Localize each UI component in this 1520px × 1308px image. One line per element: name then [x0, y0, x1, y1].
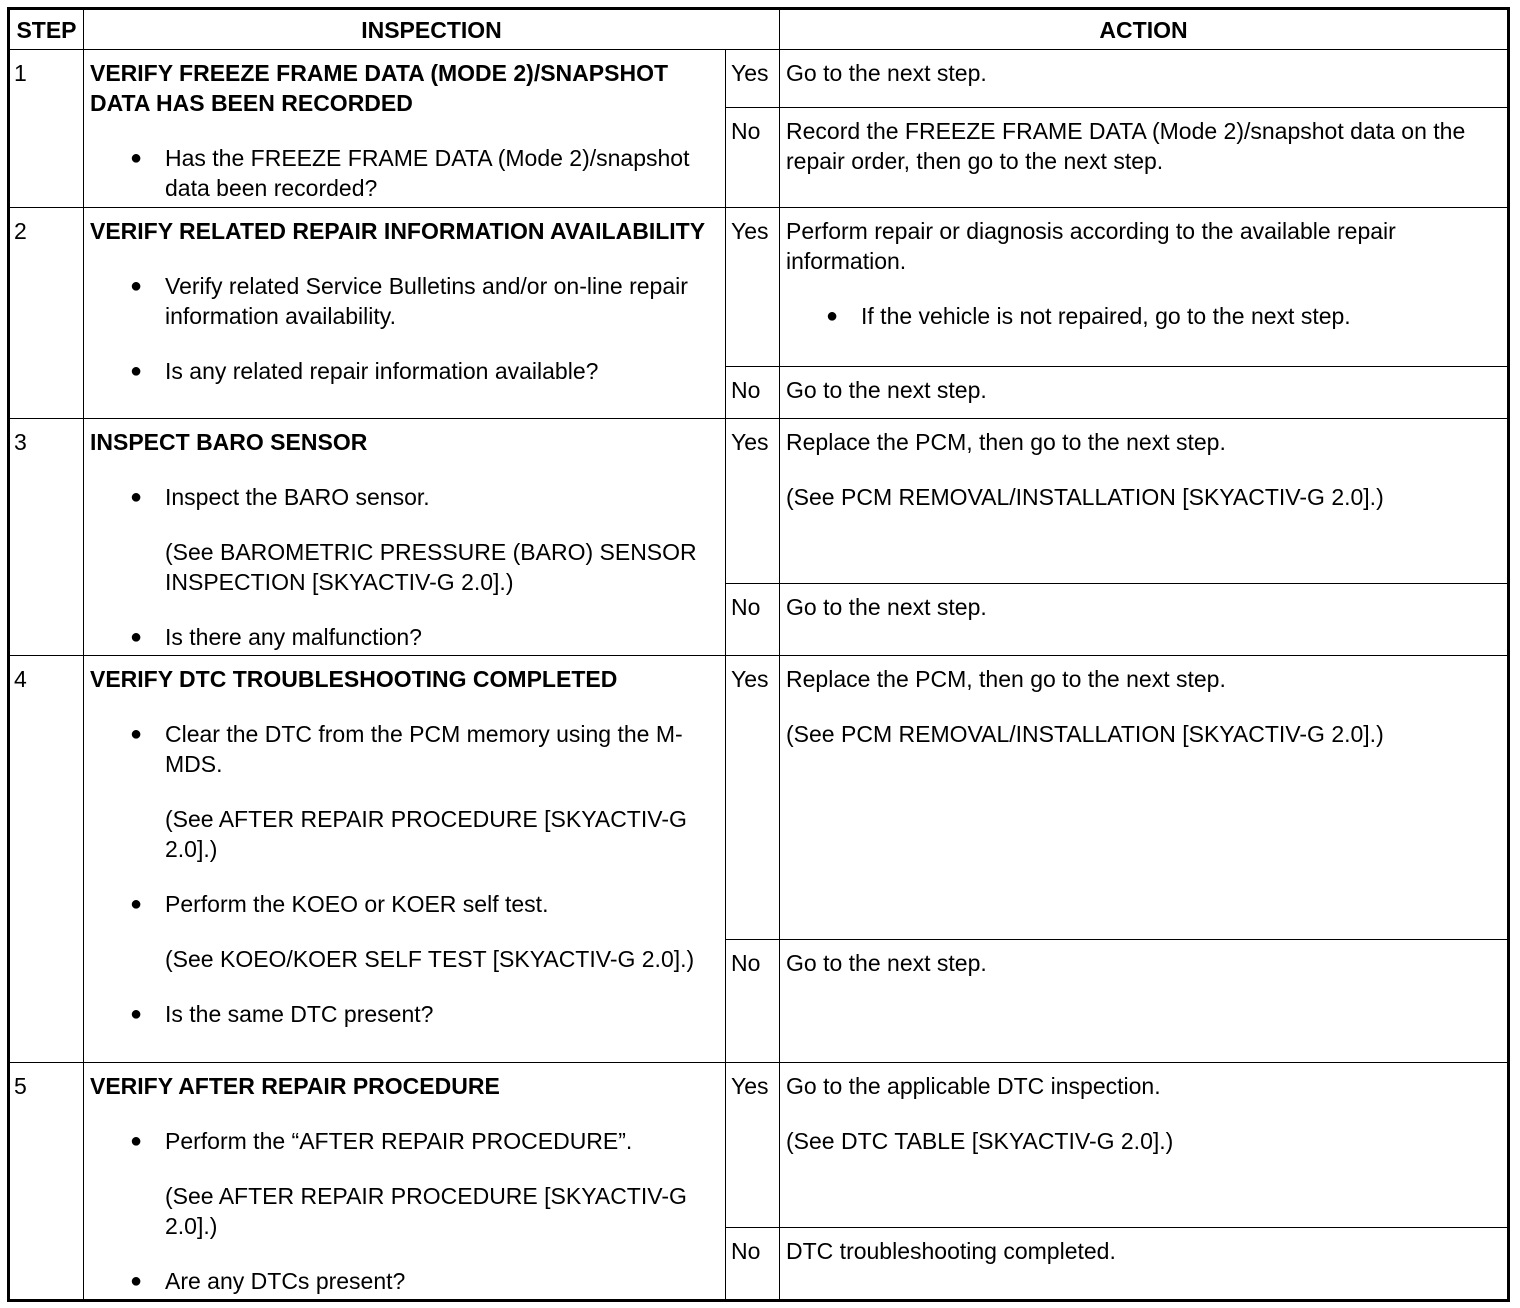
inspection-item: ● Clear the DTC from the PCM memory using the M-MDS.: [90, 719, 719, 779]
yes-action: [780, 419, 1509, 584]
table-row: [9, 50, 1509, 108]
inspection-reference: (See AFTER REPAIR PROCEDURE [SKYACTIV-G 2.0].): [165, 1183, 687, 1239]
header-step: STEP: [9, 9, 84, 50]
table-row: [9, 419, 1509, 584]
action-text: DTC troubleshooting completed.: [786, 1238, 1116, 1264]
inspection-item: ● Has the FREEZE FRAME DATA (Mode 2)/snapshot data been recorded?: [90, 143, 719, 203]
inspection-cell: [84, 419, 726, 656]
header-action: ACTION: [780, 9, 1509, 50]
inspection-item: ● Inspect the BARO sensor.: [90, 482, 719, 512]
step-number: 2: [9, 208, 84, 419]
header-row: [9, 9, 1509, 50]
step-number: 4: [9, 656, 84, 1063]
table-row: [9, 208, 1509, 367]
yes-action: [780, 1063, 1509, 1228]
inspection-title: VERIFY DTC TROUBLESHOOTING COMPLETED: [90, 666, 618, 692]
inspection-item: ● Is the same DTC present?: [90, 999, 719, 1029]
no-action: [780, 367, 1509, 419]
action-reference: (See PCM REMOVAL/INSTALLATION [SKYACTIV-G 2.0].): [786, 721, 1384, 747]
no-label: No: [726, 940, 780, 1063]
action-reference: (See DTC TABLE [SKYACTIV-G 2.0].): [786, 1128, 1174, 1154]
action-text: Replace the PCM, then go to the next step.: [786, 429, 1226, 455]
action-text: Go to the next step.: [786, 60, 987, 86]
table-row: [9, 1063, 1509, 1228]
action-text: Replace the PCM, then go to the next step.: [786, 666, 1226, 692]
header-inspection: INSPECTION: [84, 9, 780, 50]
inspection-title: VERIFY RELATED REPAIR INFORMATION AVAILABILITY: [90, 218, 706, 244]
inspection-reference: (See BAROMETRIC PRESSURE (BARO) SENSOR INSPECTION [SKYACTIV-G 2.0].): [165, 539, 697, 595]
action-item: ● If the vehicle is not repaired, go to the next step.: [786, 301, 1501, 331]
inspection-reference: (See KOEO/KOER SELF TEST [SKYACTIV-G 2.0].): [165, 946, 695, 972]
step-number: 5: [9, 1063, 84, 1301]
no-label: No: [726, 367, 780, 419]
inspection-item: ● Are any DTCs present?: [90, 1266, 719, 1296]
no-label: No: [726, 584, 780, 656]
inspection-item: ● Is there any malfunction?: [90, 622, 719, 652]
yes-action: [780, 50, 1509, 108]
action-text: Record the FREEZE FRAME DATA (Mode 2)/snapshot data on the repair order, then go to the next step.: [786, 118, 1466, 174]
step-number: 3: [9, 419, 84, 656]
no-action: [780, 584, 1509, 656]
yes-label: Yes: [726, 50, 780, 108]
inspection-cell: [84, 656, 726, 1063]
yes-label: Yes: [726, 656, 780, 940]
no-label: No: [726, 1228, 780, 1301]
inspection-reference: (See AFTER REPAIR PROCEDURE [SKYACTIV-G 2.0].): [165, 806, 687, 862]
action-text: Go to the applicable DTC inspection.: [786, 1073, 1161, 1099]
inspection-title: INSPECT BARO SENSOR: [90, 429, 368, 455]
no-label: No: [726, 108, 780, 208]
action-text: Go to the next step.: [786, 950, 987, 976]
inspection-item: ● Verify related Service Bulletins and/or on-line repair information availability.: [90, 271, 719, 331]
action-reference: (See PCM REMOVAL/INSTALLATION [SKYACTIV-G 2.0].): [786, 484, 1384, 510]
step-number: 1: [9, 50, 84, 208]
action-text: Perform repair or diagnosis according to the available repair information.: [786, 218, 1396, 274]
no-action: [780, 108, 1509, 208]
yes-label: Yes: [726, 419, 780, 584]
inspection-title: VERIFY FREEZE FRAME DATA (MODE 2)/SNAPSHOT DATA HAS BEEN RECORDED: [90, 60, 669, 116]
inspection-cell: [84, 208, 726, 419]
yes-action: [780, 208, 1509, 367]
diagnostic-procedure-table: [7, 7, 1510, 1302]
action-text: Go to the next step.: [786, 377, 987, 403]
inspection-item: ● Perform the KOEO or KOER self test.: [90, 889, 719, 919]
inspection-cell: [84, 50, 726, 208]
action-text: Go to the next step.: [786, 594, 987, 620]
no-action: [780, 940, 1509, 1063]
table-row: [9, 656, 1509, 940]
yes-label: Yes: [726, 1063, 780, 1228]
no-action: [780, 1228, 1509, 1301]
yes-label: Yes: [726, 208, 780, 367]
inspection-item: ● Is any related repair information available?: [90, 356, 719, 386]
inspection-title: VERIFY AFTER REPAIR PROCEDURE: [90, 1073, 500, 1099]
inspection-item: ● Perform the “AFTER REPAIR PROCEDURE”.: [90, 1126, 719, 1156]
yes-action: [780, 656, 1509, 940]
inspection-cell: [84, 1063, 726, 1301]
